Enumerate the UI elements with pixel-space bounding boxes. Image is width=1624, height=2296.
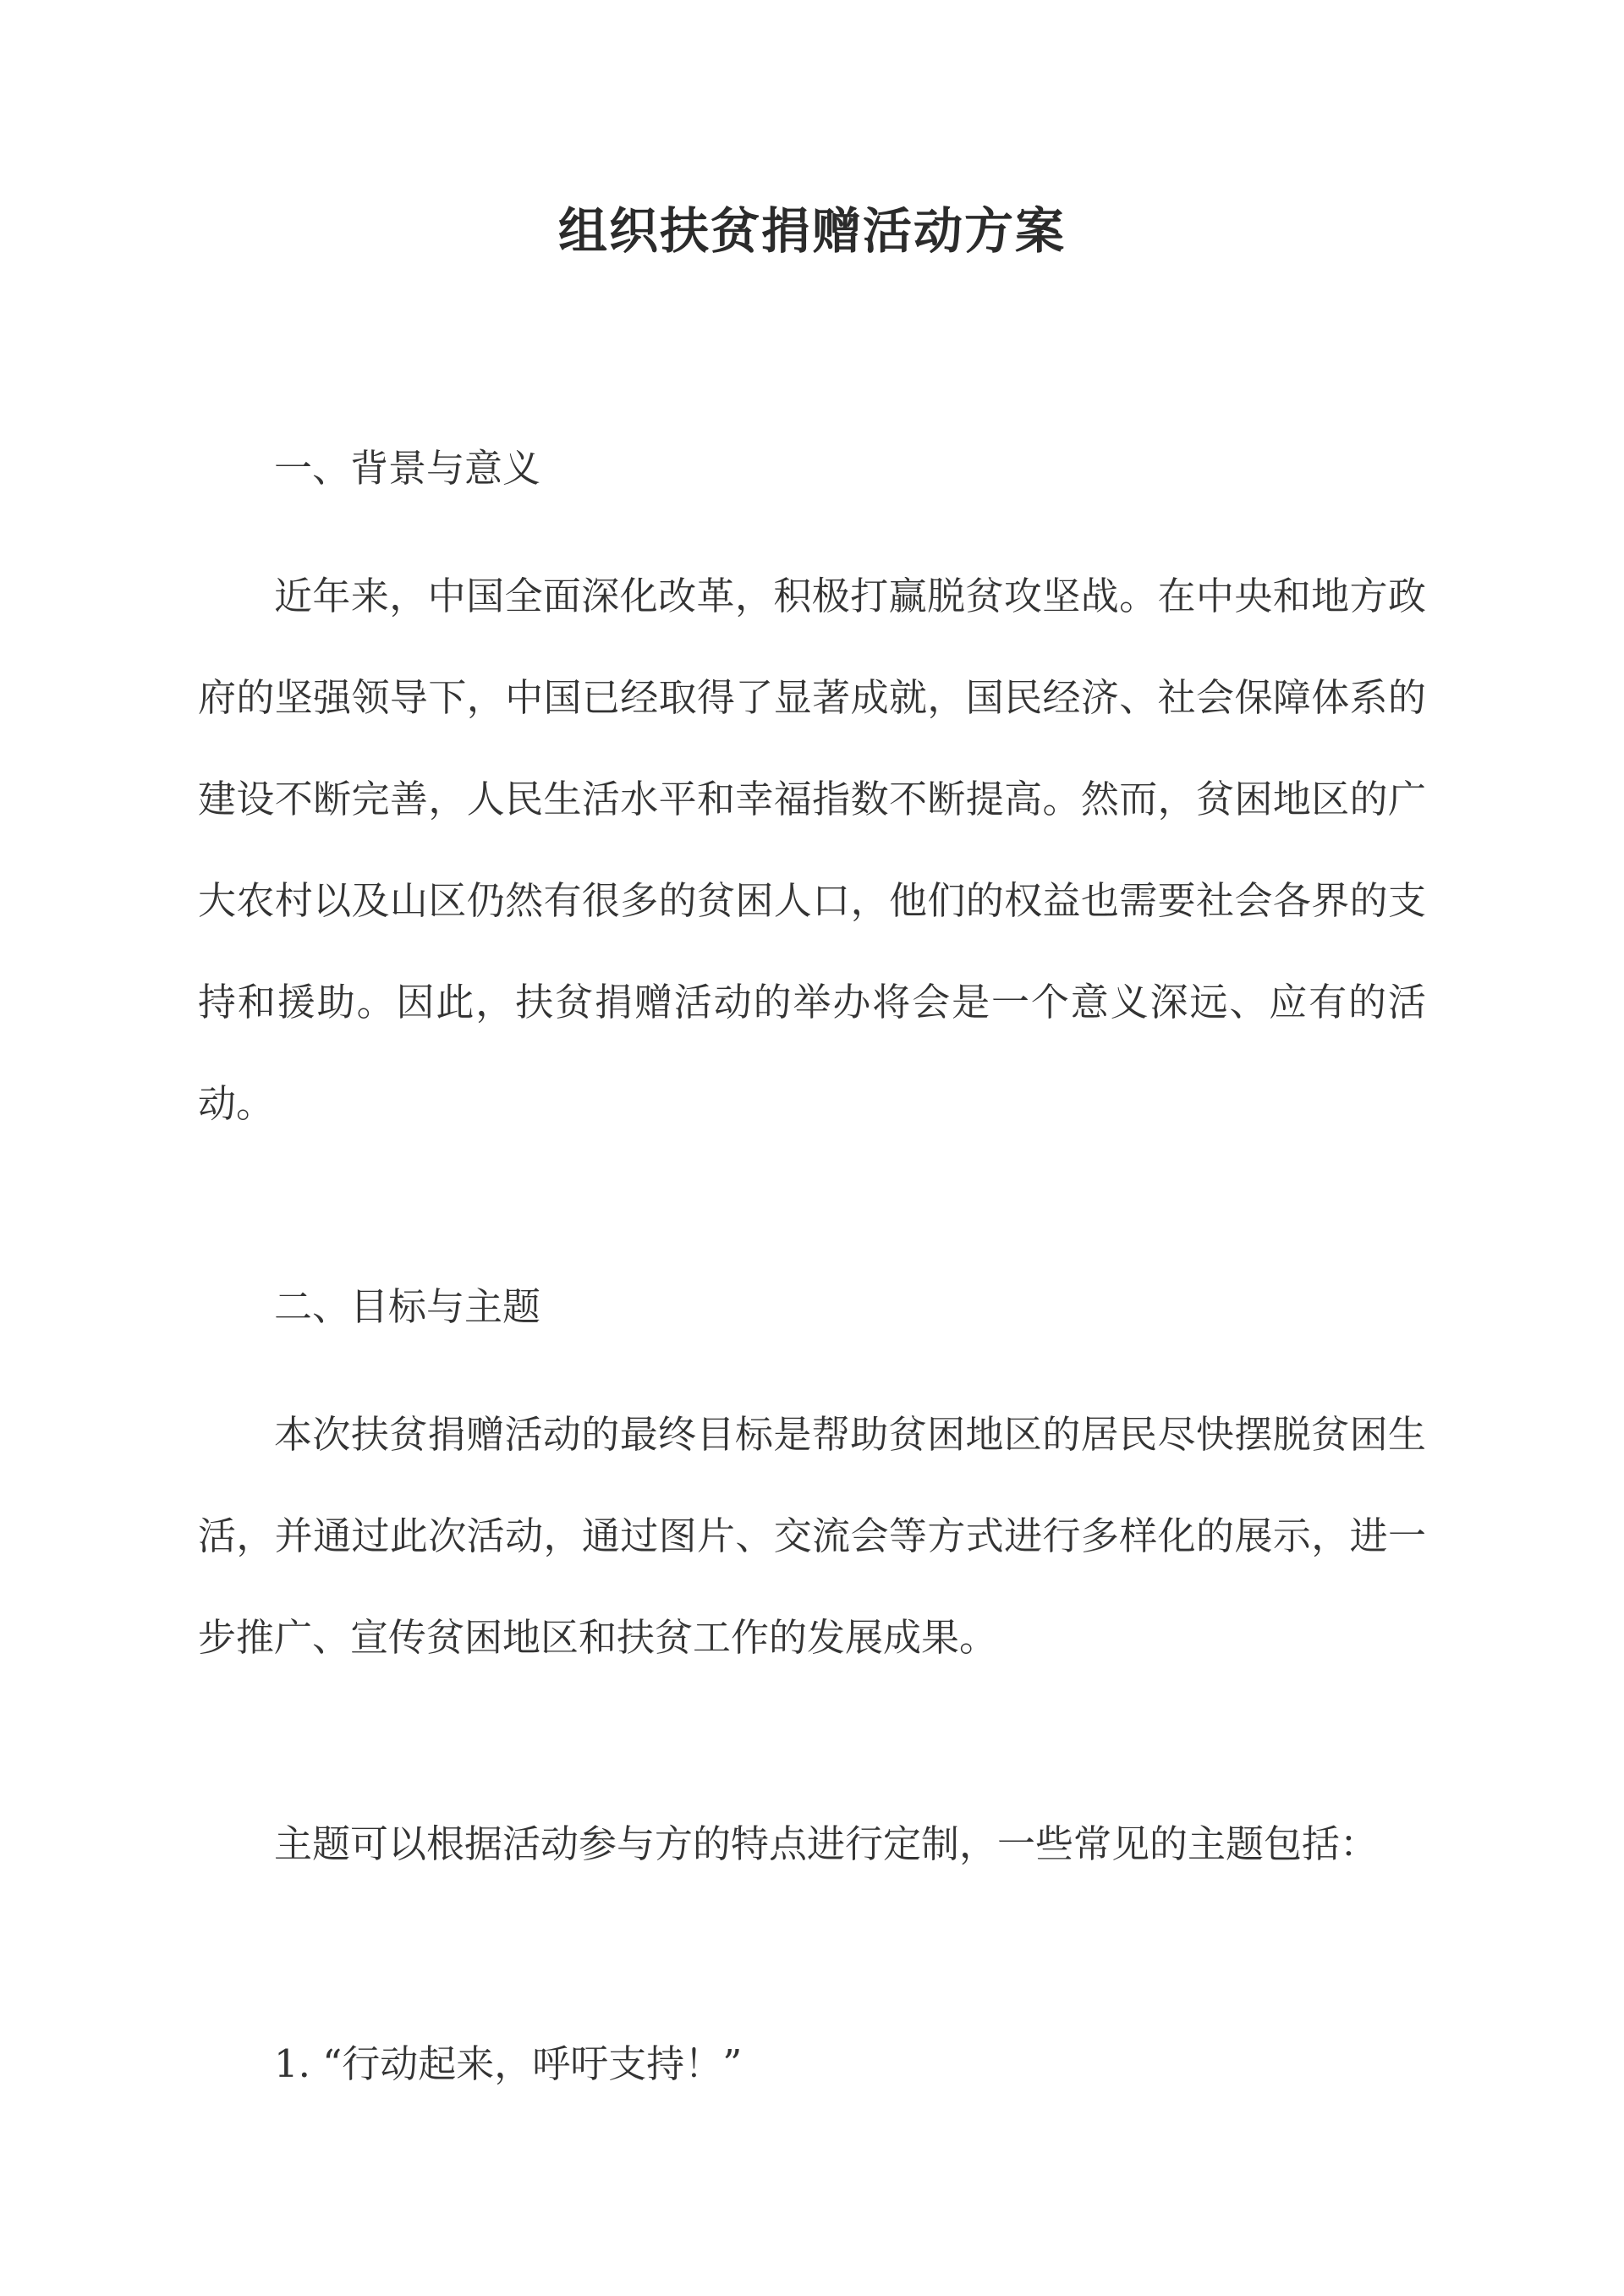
section-heading-goals: 二、目标与主题 [274, 1284, 541, 1329]
section-paragraph-goals: 本次扶贫捐赠活动的最终目标是帮助贫困地区的居民尽快摆脱贫困生活，并通过此次活动，通过图片、交流会等方式进行多样化的展示，进一步推广、宣传贫困地区和扶贫工作的发展成果。 [198, 1412, 1426, 1660]
document-title: 组织扶贫捐赠活动方案 [557, 202, 1066, 260]
theme-list-item: 1. “行动起来，呼吁支持！” [274, 2041, 743, 2086]
section-paragraph-background: 近年来，中国全面深化改革，积极打赢脱贫攻坚战。在中央和地方政府的坚强领导下，中国已经取得了显著成就，国民经济、社会保障体系的建设不断完善，人民生活水平和幸福指数不断提高。然而，贫困地区的广大农村以及山区仍然有很多的贫困人口，他们的权益也需要社会各界的支持和援助。因此，扶贫捐赠活动的举办将会是一个意义深远、应有的活动。 [198, 574, 1426, 1126]
theme-intro-text: 主题可以根据活动参与方的特点进行定制，一些常见的主题包括： [274, 1821, 1379, 1866]
section-heading-background: 一、背景与意义 [274, 446, 541, 491]
